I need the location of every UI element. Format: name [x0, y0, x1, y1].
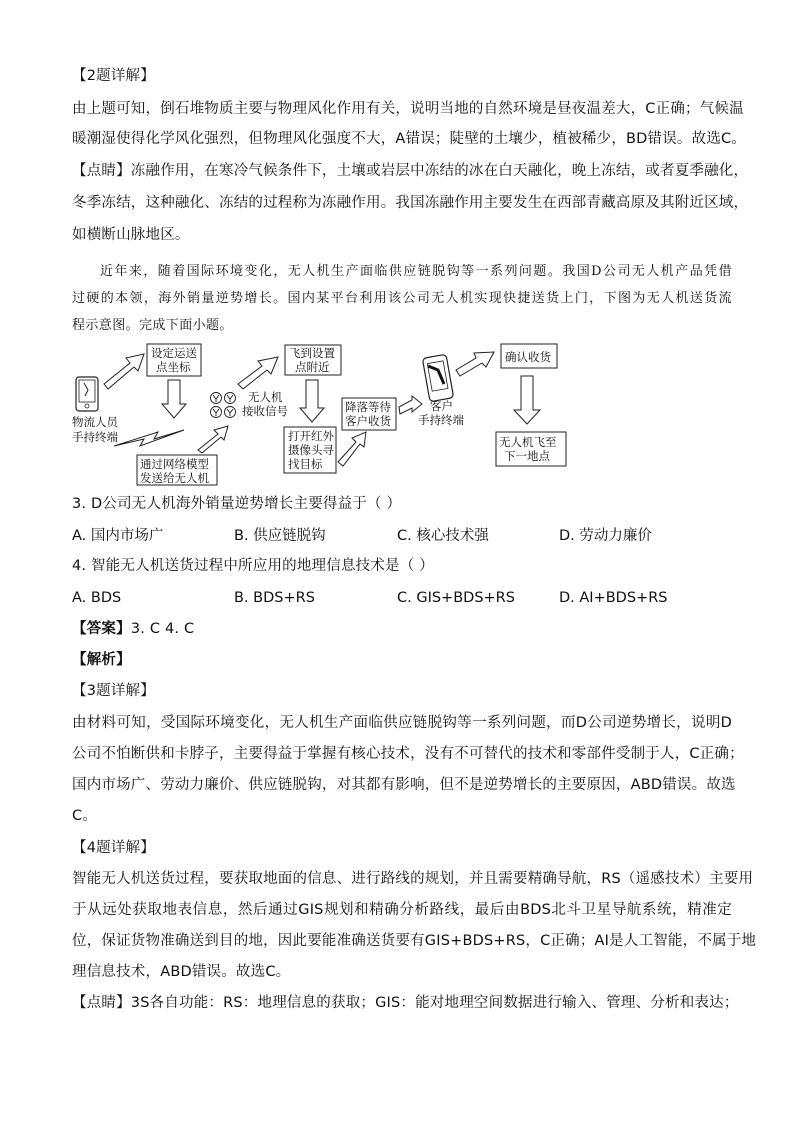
- send-model-label-1: 通过网络模型: [140, 457, 209, 471]
- signal-bolt-icon: [114, 430, 184, 446]
- point1-line-1: 【点睛】冻融作用，在寒冷气候条件下，土壤或岩层中冻结的冰在白天融化，晚上冻结，或者夏季融化，: [72, 163, 749, 179]
- set-coords-label-2: 点坐标: [156, 360, 191, 374]
- material-line-3: 程示意图。完成下面小题。: [72, 318, 233, 333]
- logistics-phone-icon: [76, 377, 98, 411]
- point1-line-3: 如横断山脉地区。: [72, 227, 190, 243]
- fly-next-label-2: 下一地点: [504, 449, 550, 463]
- q4-explain-line-2: 于从远处获取地表信息，然后通过GIS规划和精确分析路线，最后由BDS北斗卫星导航系统，精准定: [72, 902, 732, 918]
- confirm-receipt-label: 确认收货: [505, 350, 551, 364]
- q4-option-a: A. BDS: [72, 590, 122, 606]
- material-line-1: 近年来，随着国际环境变化，无人机生产面临供应链脱钩等一系列问题。我国D公司无人机产品凭借: [100, 264, 732, 279]
- point1-line-2: 冬季冻结，这种融化、冻结的过程称为冻融作用。我国冻融作用主要发生在西部青藏高原及其附近区域，: [72, 195, 749, 211]
- customer-terminal-label-2: 手持终端: [418, 413, 464, 427]
- land-wait-label-2: 客户收货: [345, 414, 391, 428]
- q3-stem: 3. D公司无人机海外销量逆势增长主要得益于（ ）: [72, 496, 402, 512]
- q3-option-b: B. 供应链脱钩: [234, 528, 326, 544]
- q2-heading: 【2题详解】: [72, 68, 155, 84]
- answer-row: [72, 619, 732, 639]
- q3-explain-line-1: 由材料可知，受国际环境变化，无人机生产面临供应链脱钩等一系列问题，而D公司逆势增长，说明D: [72, 715, 732, 731]
- drone-receive-label-1: 无人机: [248, 390, 283, 404]
- q3-option-c: C. 核心技术强: [397, 528, 489, 544]
- flow-arrow: [338, 432, 366, 466]
- infrared-search-label-2: 摄像头寻: [288, 443, 334, 457]
- fly-next-label-1: 无人机飞至: [499, 435, 557, 449]
- flow-arrow: [399, 396, 422, 414]
- q4-stem: 4. 智能无人机送货过程中所应用的地理信息技术是（ ）: [72, 558, 434, 574]
- flow-arrow: [238, 357, 278, 389]
- q3-option-a: A. 国内市场广: [72, 528, 164, 544]
- land-wait-label-1: 降落等待: [345, 400, 391, 414]
- customer-terminal-label-1: 客户: [430, 399, 453, 413]
- drone-delivery-flow-diagram: [66, 340, 676, 490]
- logistics-terminal-label-2: 手持终端: [72, 430, 118, 444]
- flow-arrow: [456, 352, 494, 376]
- flow-arrow: [104, 354, 144, 389]
- material-line-2: 过硬的本领，海外销量逆势增长。国内某平台利用该公司无人机实现快捷送货上门，下图为无人机送货流: [72, 291, 732, 306]
- q4-explain-line-4: 理信息技术，ABD错误。故选C。: [72, 964, 291, 980]
- set-coords-label-1: 设定运送: [151, 346, 197, 360]
- answer-text: 3. C 4. C: [130, 621, 195, 637]
- flow-arrow: [198, 426, 228, 453]
- analysis-label: 【解析】: [72, 652, 131, 668]
- drone-receive-label-2: 接收信号: [242, 404, 288, 418]
- q4-heading: 【4题详解】: [72, 840, 155, 856]
- drone-icon: [211, 393, 236, 418]
- q4-explain-line-1: 智能无人机送货过程，要获取地面的信息、进行路线的规划，并且需要精确导航，RS（遥感技术）主要用: [72, 871, 754, 887]
- q3-explain-line-2: 公司不怕断供和卡脖子，主要得益于掌握有核心技术，没有不可替代的技术和零部件受制于人，C正确；: [72, 746, 744, 762]
- q4-explain-line-3: 位，保证货物准确送到目的地，因此要能准确送货要有GIS+BDS+RS，C正确；AI是人工智能，不属于地: [72, 933, 757, 949]
- fly-near-label-2: 点附近: [295, 360, 330, 374]
- flow-arrow: [300, 380, 324, 422]
- infrared-search-label-1: 打开红外: [288, 429, 334, 443]
- customer-phone-icon: [422, 354, 453, 401]
- q2-explain-line-2: 暖潮湿使得化学风化强烈，但物理风化强度不大，A错误；陡壁的土壤少，植被稀少，BD错误。故选C。: [72, 131, 747, 147]
- answer-label: 【答案】: [72, 621, 131, 637]
- q3-option-d: D. 劳动力廉价: [559, 528, 652, 544]
- q3-explain-line-3: 国内市场广、劳动力廉价、供应链脱钩，对其都有影响，但不是逆势增长的主要原因，ABD错误。故选: [72, 777, 736, 793]
- flow-arrow: [514, 376, 540, 424]
- q3-heading: 【3题详解】: [72, 683, 155, 699]
- flow-arrow: [162, 380, 186, 418]
- logistics-terminal-label-1: 物流人员: [72, 415, 118, 429]
- q4-option-c: C. GIS+BDS+RS: [397, 590, 515, 606]
- q4-option-b: B. BDS+RS: [234, 590, 315, 606]
- send-model-label-2: 发送给无人机: [140, 471, 209, 485]
- q2-explain-line-1: 由上题可知，倒石堆物质主要与物理风化作用有关，说明当地的自然环境是昼夜温差大，C正确；气候温: [72, 101, 744, 117]
- infrared-search-label-3: 找目标: [288, 457, 323, 471]
- point2-line: 【点睛】3S各自功能：RS：地理信息的获取；GIS：能对地理空间数据进行输入、管理、分析和表达；: [72, 995, 739, 1011]
- fly-near-label-1: 飞到设置: [289, 346, 335, 360]
- q4-option-d: D. AI+BDS+RS: [559, 590, 668, 606]
- q3-explain-line-4: C。: [72, 808, 98, 824]
